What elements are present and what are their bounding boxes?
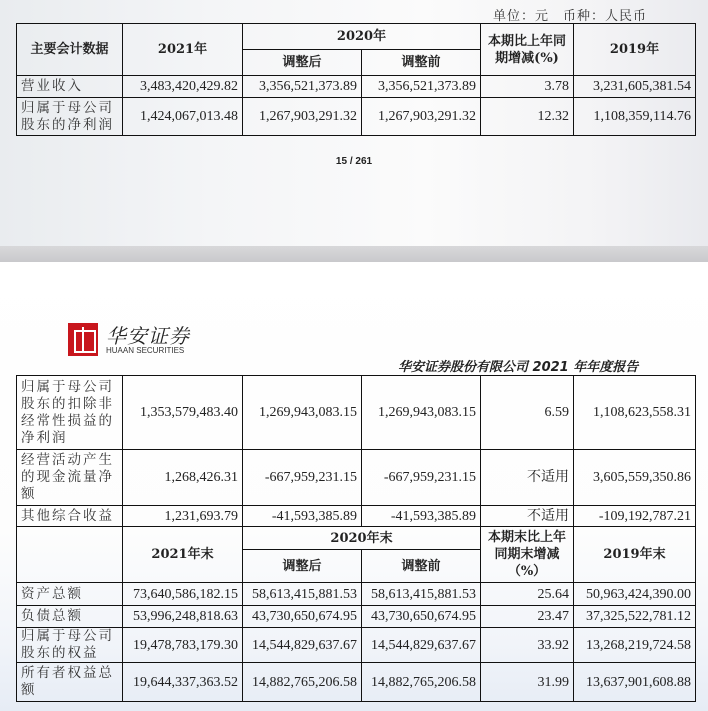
header-2019: 2019年: [574, 24, 696, 76]
row-label: 归属于母公司股东的净利润: [17, 98, 123, 136]
cell: 3,483,420,429.82: [123, 76, 243, 98]
row-label: 负债总额: [17, 606, 123, 628]
cell: 58,613,415,881.53: [362, 583, 481, 606]
row-label: 资产总额: [17, 583, 123, 606]
cell: 50,963,424,390.00: [574, 583, 696, 606]
logo-chinese: 华安证券: [106, 324, 190, 348]
page-separator: [0, 246, 708, 262]
cell: 19,644,337,363.52: [123, 663, 243, 702]
cell: 19,478,783,179.30: [123, 628, 243, 663]
header-2019-end: 2019年末: [574, 527, 696, 583]
table-row: [17, 583, 696, 606]
cell: 43,730,650,674.95: [243, 606, 362, 628]
cell: 14,882,765,206.58: [243, 663, 362, 702]
cell: 13,637,901,608.88: [574, 663, 696, 702]
table-row: [17, 450, 696, 506]
cell: 1,353,579,483.40: [123, 376, 243, 450]
table-row: [17, 663, 696, 702]
cell: 23.47: [481, 606, 574, 628]
cell: 不适用: [481, 506, 574, 527]
row-label: 归属于母公司股东的扣除非经常性损益的净利润: [17, 376, 123, 450]
cell: 3,356,521,373.89: [362, 76, 481, 98]
header-change: 本期末比上年同期末增减（%）: [481, 527, 574, 583]
header-item: 主要会计数据: [17, 24, 123, 76]
cell: 1,267,903,291.32: [243, 98, 362, 136]
cell: 6.59: [481, 376, 574, 450]
table-row: [17, 98, 696, 136]
header-2020-end: 2020年末: [243, 527, 481, 550]
row-label: 营业收入: [17, 76, 123, 98]
header-before: 调整前: [362, 550, 481, 583]
cell: 25.64: [481, 583, 574, 606]
header-2021-end: 2021年末: [123, 527, 243, 583]
pdf-page-15: [0, 0, 708, 246]
cell: -667,959,231.15: [243, 450, 362, 506]
cell: 1,268,426.31: [123, 450, 243, 506]
cell: 53,996,248,818.63: [123, 606, 243, 628]
cell: 58,613,415,881.53: [243, 583, 362, 606]
cell: 1,108,359,114.76: [574, 98, 696, 136]
cell: -41,593,385.89: [243, 506, 362, 527]
header-adjusted: 调整后: [243, 550, 362, 583]
table-row: [17, 606, 696, 628]
key-accounting-data-table: [16, 23, 696, 136]
cell: 12.32: [481, 98, 574, 136]
cell: -41,593,385.89: [362, 506, 481, 527]
unit-currency-note: 单位：元 币种：人民币: [493, 9, 648, 24]
row-label: 其他综合收益: [17, 506, 123, 527]
logo-english: HUAAN SECURITIES: [106, 346, 185, 355]
cell: 3,605,559,350.86: [574, 450, 696, 506]
cell: 3,231,605,381.54: [574, 76, 696, 98]
table-row: [17, 506, 696, 527]
table-row: [17, 628, 696, 663]
cell: 1,269,943,083.15: [362, 376, 481, 450]
cell: 14,882,765,206.58: [362, 663, 481, 702]
cell: 43,730,650,674.95: [362, 606, 481, 628]
cell: 31.99: [481, 663, 574, 702]
cell: 3,356,521,373.89: [243, 76, 362, 98]
report-title: 华安证券股份有限公司 2021 年年度报告: [398, 360, 639, 375]
row-label: 归属于母公司股东的权益: [17, 628, 123, 663]
cell: 1,267,903,291.32: [362, 98, 481, 136]
header-2020: 2020年: [243, 24, 481, 50]
key-accounting-data-table-continued: [16, 375, 696, 702]
cell: 不适用: [481, 450, 574, 506]
header-before: 调整前: [362, 50, 481, 76]
cell: 37,325,522,781.12: [574, 606, 696, 628]
cell: -667,959,231.15: [362, 450, 481, 506]
table-row: [17, 376, 696, 450]
header-empty: [17, 527, 123, 583]
header-2021: 2021年: [123, 24, 243, 76]
cell: 14,544,829,637.67: [362, 628, 481, 663]
huaan-logo-icon: [68, 323, 98, 356]
cell: -109,192,787.21: [574, 506, 696, 527]
cell: 13,268,219,724.58: [574, 628, 696, 663]
cell: 14,544,829,637.67: [243, 628, 362, 663]
table-row: [17, 76, 696, 98]
row-label: 经营活动产生的现金流量净额: [17, 450, 123, 506]
cell: 73,640,586,182.15: [123, 583, 243, 606]
header-change: 本期比上年同期增减(%): [481, 24, 574, 76]
cell: 1,424,067,013.48: [123, 98, 243, 136]
cell: 1,231,693.79: [123, 506, 243, 527]
row-label: 所有者权益总额: [17, 663, 123, 702]
page-number: 15 / 261: [335, 156, 373, 167]
cell: 33.92: [481, 628, 574, 663]
cell: 3.78: [481, 76, 574, 98]
cell: 1,108,623,558.31: [574, 376, 696, 450]
cell: 1,269,943,083.15: [243, 376, 362, 450]
header-adjusted: 调整后: [243, 50, 362, 76]
